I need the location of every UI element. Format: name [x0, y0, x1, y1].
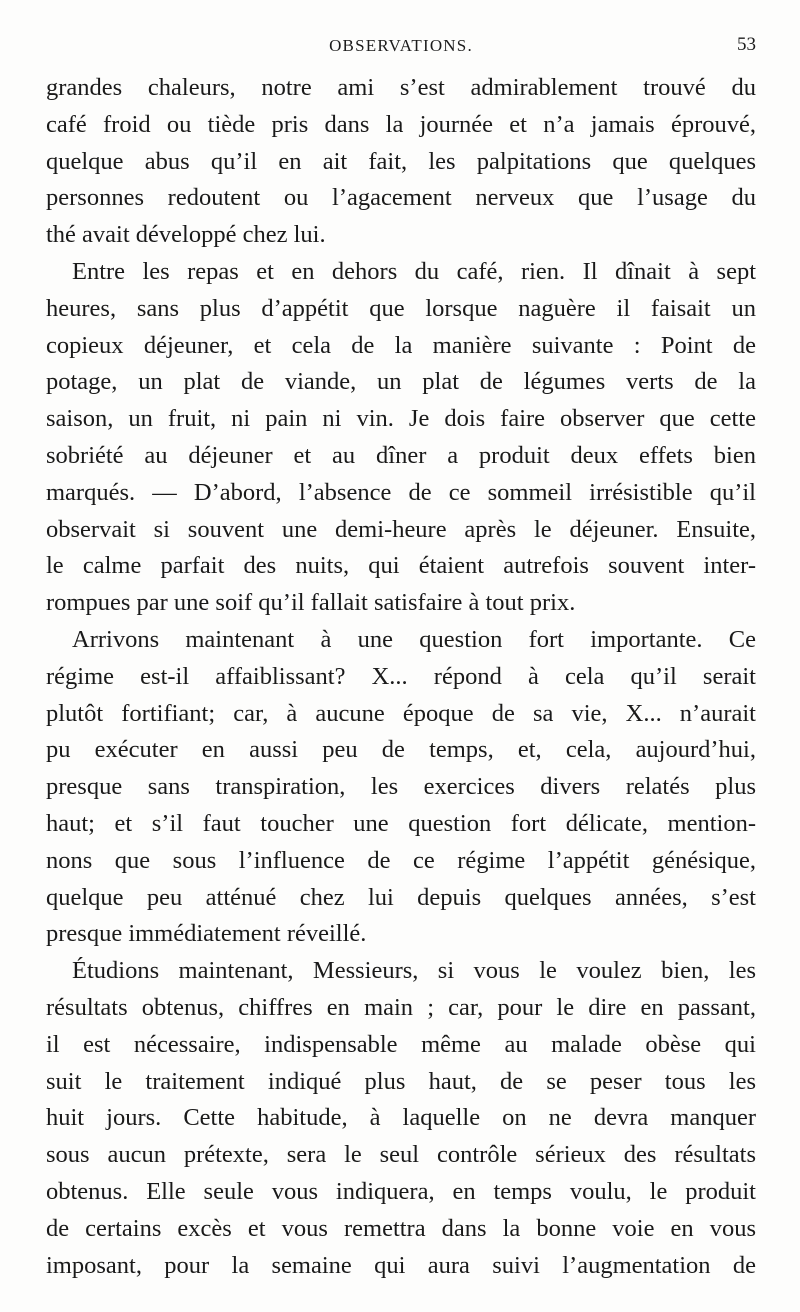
- text-line: observait si souvent une demi-heure après le déjeuner. Ensuite,: [46, 515, 756, 543]
- text-line: rompues par une soif qu’il fallait satisfaire à tout prix.: [46, 589, 576, 617]
- text-line: heures, sans plus d’appétit que lorsque naguère il faisait un: [46, 294, 756, 322]
- text-line: résultats obtenus, chiffres en main ; car, pour le dire en passant,: [46, 993, 756, 1021]
- text-line: presque immédiatement réveillé.: [46, 920, 367, 948]
- paragraph: [46, 70, 756, 254]
- text-line: saison, un fruit, ni pain ni vin. Je dois faire observer que cette: [46, 405, 756, 433]
- body-text: [46, 70, 756, 1284]
- text-line: presque sans transpiration, les exercices divers relatés plus: [46, 773, 756, 801]
- text-line: sous aucun prétexte, sera le seul contrôle sérieux des résultats: [46, 1141, 756, 1169]
- page-header: [46, 30, 756, 64]
- text-line: quelque abus qu’il en ait fait, les palpitations que quelques: [46, 147, 756, 175]
- text-line: marqués. — D’abord, l’absence de ce sommeil irrésistible qu’il: [46, 478, 756, 506]
- text-line: Arrivons maintenant à une question fort importante. Ce: [72, 625, 756, 653]
- page-number: 53: [737, 34, 756, 55]
- text-line: imposant, pour la semaine qui aura suivi l’augmentation de: [46, 1251, 756, 1279]
- text-line: grandes chaleurs, notre ami s’est admirablement trouvé du: [46, 74, 756, 101]
- text-line: sobriété au déjeuner et au dîner a produit deux effets bien: [46, 441, 756, 469]
- text-line: quelque peu atténué chez lui depuis quelques années, s’est: [46, 883, 756, 911]
- paragraph: [46, 953, 756, 1284]
- text-line: régime est-il affaiblissant? X... répond à cela qu’il serait: [46, 662, 756, 690]
- text-line: pu exécuter en aussi peu de temps, et, cela, aujourd’hui,: [46, 736, 756, 764]
- text-line: le calme parfait des nuits, qui étaient autrefois souvent inter-: [46, 552, 756, 580]
- text-line: plutôt fortifiant; car, à aucune époque de sa vie, X... n’aurait: [46, 699, 756, 727]
- paragraph: [46, 254, 756, 622]
- text-line: potage, un plat de viande, un plat de légumes verts de la: [46, 368, 756, 396]
- text-line: thé avait développé chez lui.: [46, 221, 326, 249]
- text-line: personnes redoutent ou l’agacement nerveux que l’usage du: [46, 184, 756, 212]
- text-line: obtenus. Elle seule vous indiquera, en temps voulu, le produit: [46, 1177, 756, 1205]
- text-line: Entre les repas et en dehors du café, rien. Il dînait à sept: [72, 257, 756, 285]
- text-line: suit le traitement indiqué plus haut, de se peser tous les: [46, 1067, 756, 1095]
- text-line: copieux déjeuner, et cela de la manière suivante : Point de: [46, 331, 756, 359]
- text-line: huit jours. Cette habitude, à laquelle on ne devra manquer: [46, 1104, 756, 1132]
- text-line: haut; et s’il faut toucher une question fort délicate, mention-: [46, 809, 756, 837]
- text-line: café froid ou tiède pris dans la journée et n’a jamais éprouvé,: [46, 110, 756, 138]
- text-line: Étudions maintenant, Messieurs, si vous le voulez bien, les: [72, 957, 756, 985]
- text-line: il est nécessaire, indispensable même au malade obèse qui: [46, 1030, 756, 1058]
- running-title: OBSERVATIONS.: [329, 36, 473, 55]
- paragraph: [46, 622, 756, 953]
- text-line: de certains excès et vous remettra dans la bonne voie en vous: [46, 1214, 756, 1242]
- text-line: nons que sous l’influence de ce régime l’appétit génésique,: [46, 846, 756, 874]
